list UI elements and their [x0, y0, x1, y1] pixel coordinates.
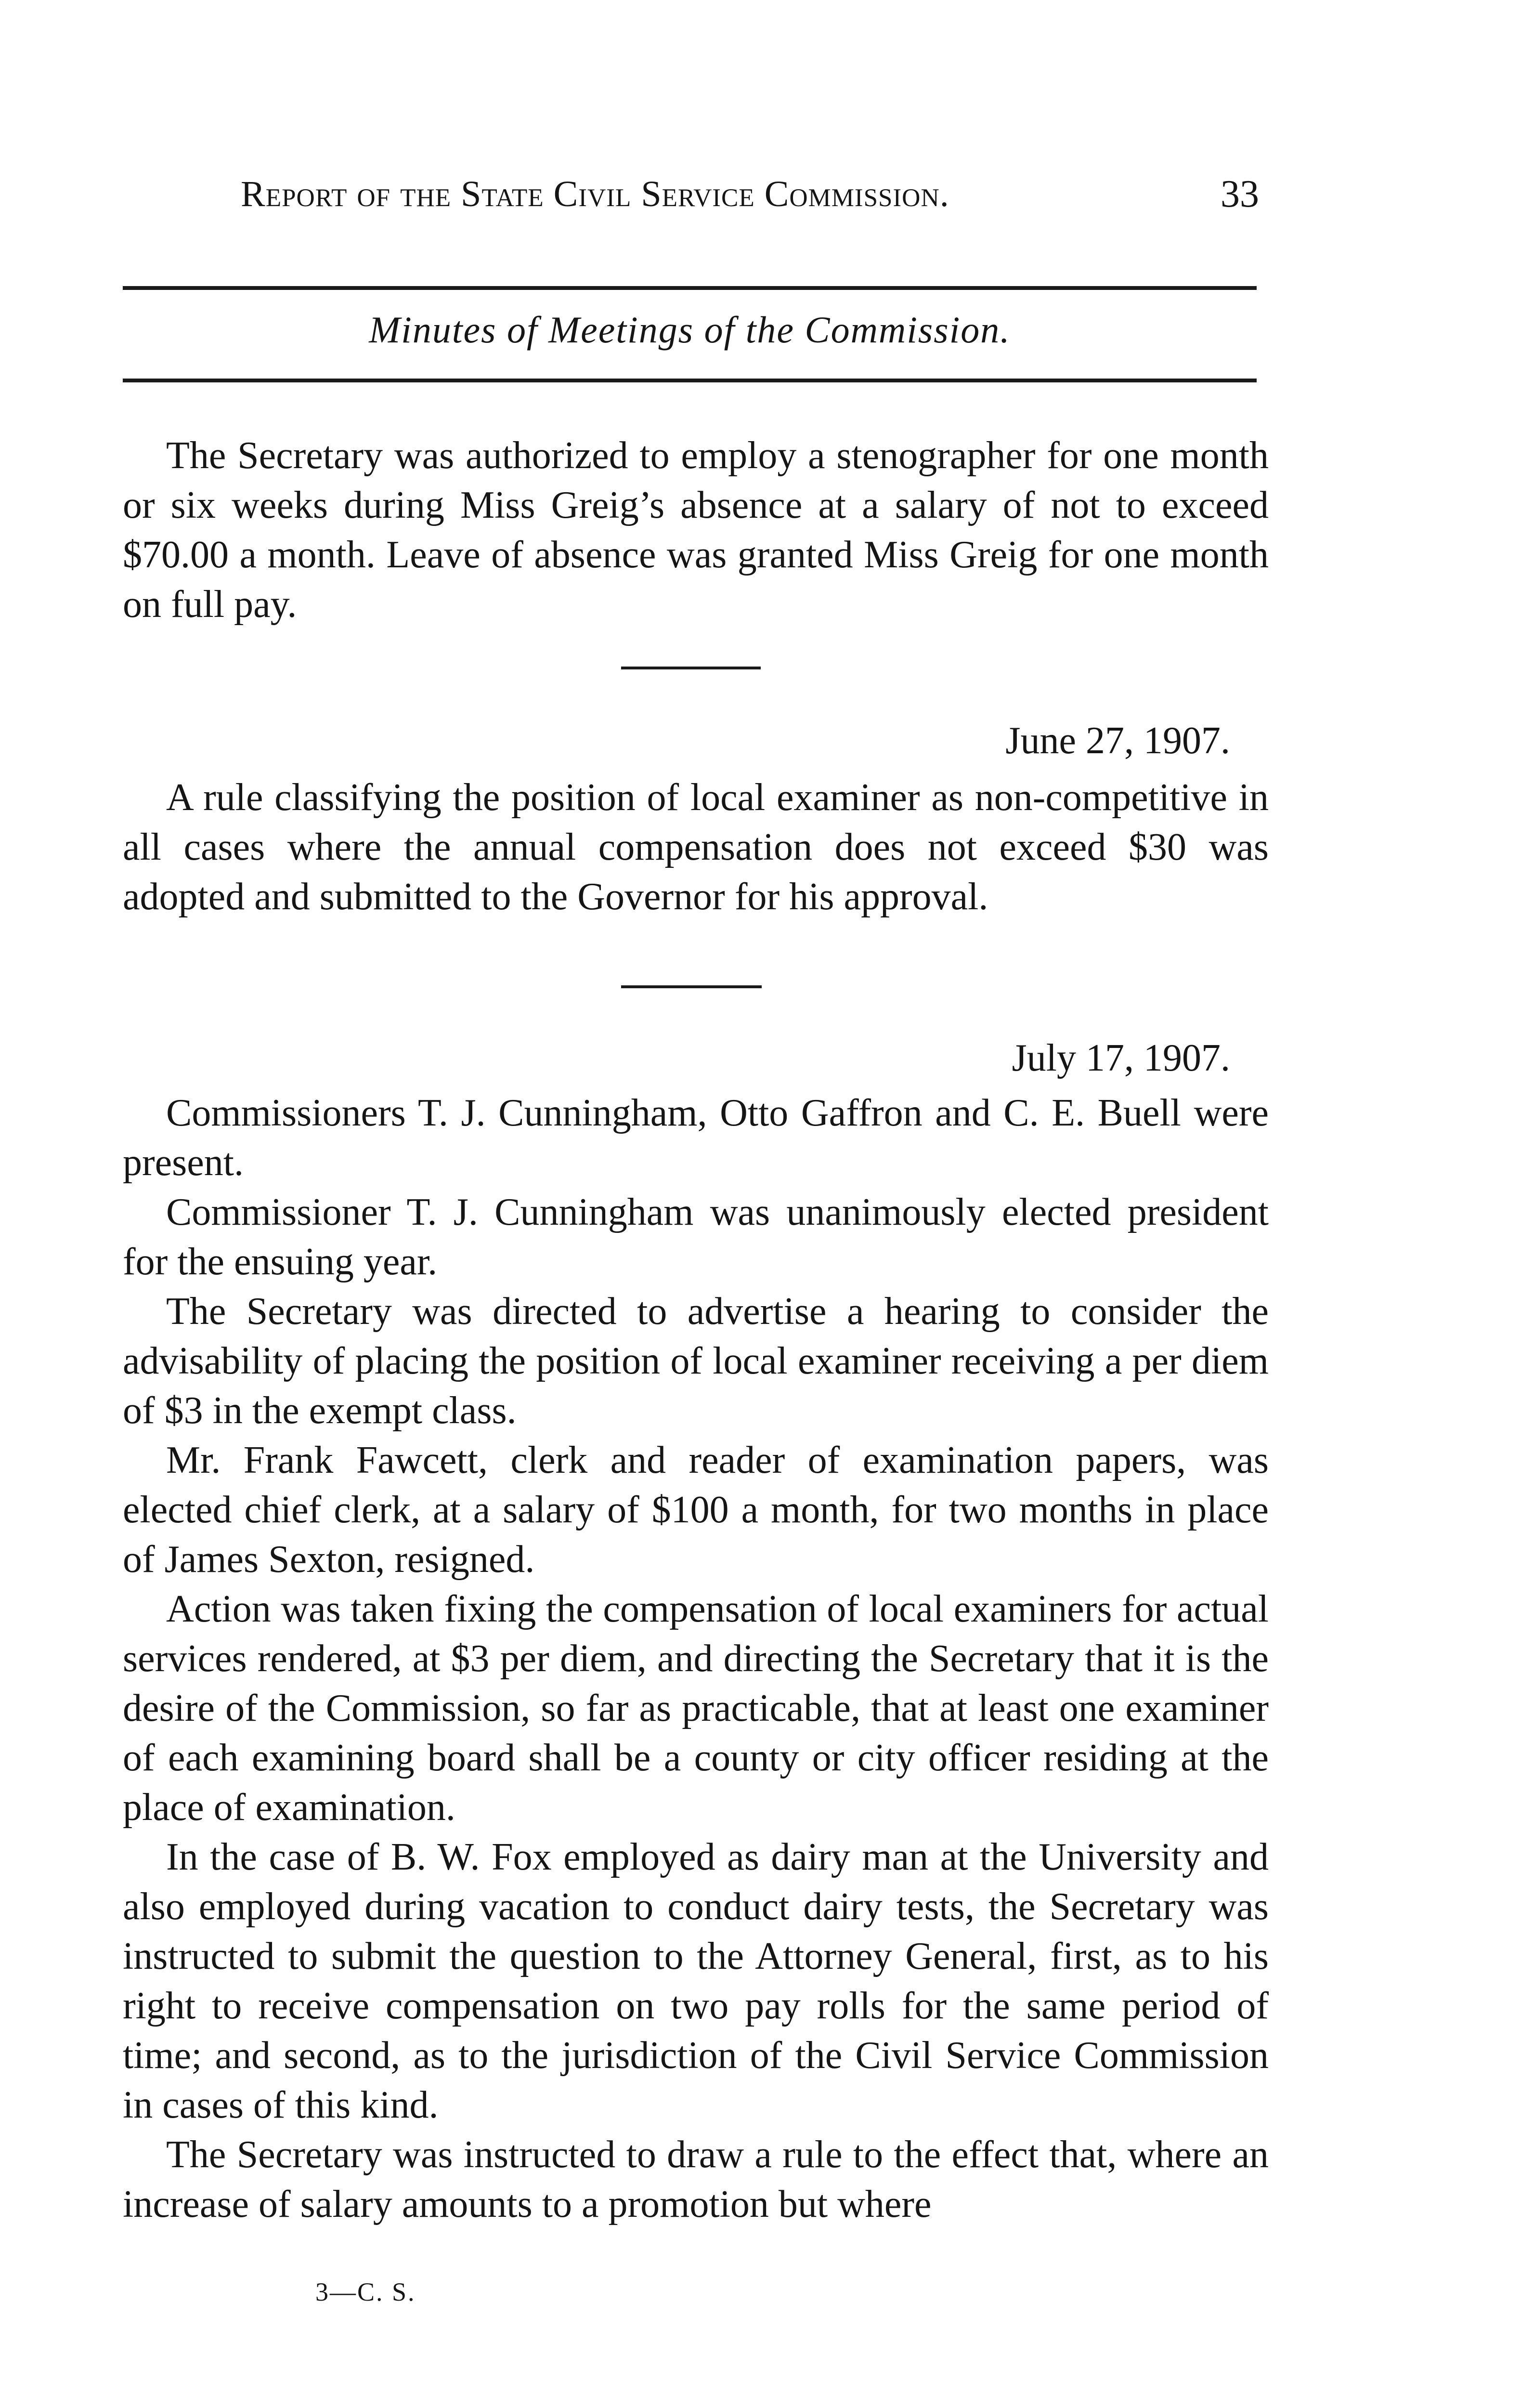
entry-1-text: [123, 431, 1269, 629]
page-number: 33: [1221, 173, 1259, 215]
section-subtitle: Minutes of Meetings of the Commission.: [369, 309, 1011, 351]
entry-1-paragraph-1: The Secretary was authorized to employ a stenographer for one month or six weeks during Miss Greig’s absence at a salary of not to exceed $70.00 a month. Leave of absence was granted Miss Greig for one month on full pay.: [123, 434, 1269, 626]
entry-2-paragraph-1: A rule classifying the position of local examiner as non-competitive in all cases where the annual compensation does not exceed $30 was adopted and submitted to the Governor for his approval.: [123, 776, 1269, 918]
separator-rule-2: [621, 985, 762, 988]
entry-3-paragraph-7: The Secretary was instructed to draw a rule to the effect that, where an increase of salary amounts to a promotion but where: [123, 2133, 1269, 2225]
entry-3-paragraph-1: Commissioners T. J. Cunningham, Otto Gaffron and C. E. Buell were present.: [123, 1092, 1269, 1184]
entry-3-paragraph-3: The Secretary was directed to advertise a hearing to consider the advisability of placing the position of local examiner receiving a per diem of $3 in the exempt class.: [123, 1290, 1269, 1432]
running-head: Report of the State Civil Service Commission.: [241, 174, 949, 214]
entry-3-paragraph-2: Commissioner T. J. Cunningham was unanimously elected president for the ensuing year.: [123, 1191, 1269, 1283]
entry-2-date: June 27, 1907.: [1005, 720, 1230, 762]
entry-2-text: [123, 773, 1269, 922]
entry-3-paragraph-6: In the case of B. W. Fox employed as dairy man at the University and also employed during vacation to conduct dairy tests, the Secretary was instructed to submit the question to the Attorney General, first, as to his right to receive compensation on two pay rolls for the same period of time; and second, as to the jurisdiction of the Civil Service Commission in cases of this kind.: [123, 1836, 1269, 2126]
top-rule: [123, 286, 1257, 290]
subtitle-bottom-rule: [123, 379, 1257, 382]
entry-3-paragraph-5: Action was taken fixing the compensation of local examiners for actual services rendered, at $3 per diem, and directing the Secretary that it is the desire of the Commission, so far as practicable, that at least one examiner of each examining board shall be a county or city officer residing at the place of examination.: [123, 1588, 1269, 1829]
separator-rule-1: [621, 667, 761, 669]
entry-3-date: July 17, 1907.: [1012, 1037, 1230, 1079]
entry-3-text: [123, 1088, 1269, 2229]
signature-mark: 3—C. S.: [315, 2277, 416, 2306]
entry-3-paragraph-4: Mr. Frank Fawcett, clerk and reader of examination papers, was elected chief clerk, at a salary of $100 a month, for two months in place of James Sexton, resigned.: [123, 1439, 1269, 1581]
